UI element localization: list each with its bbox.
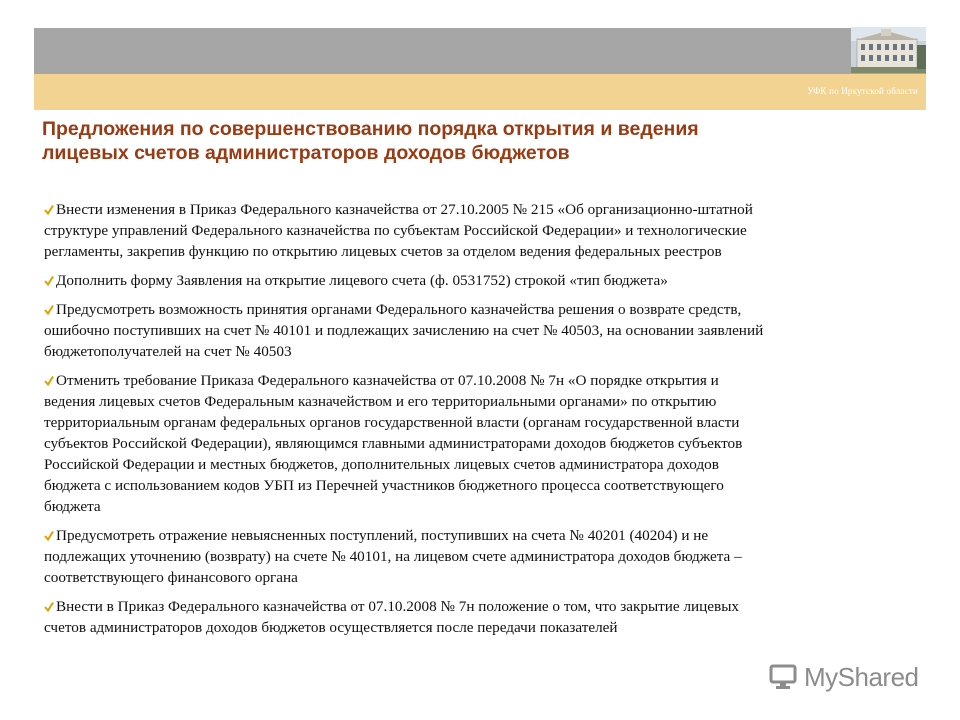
watermark-text: MyShared (804, 661, 919, 692)
checkmark-icon (44, 304, 54, 315)
list-item-line: соответствующего финансового органа (44, 569, 298, 586)
list-item (44, 596, 936, 638)
page-title (42, 117, 902, 165)
building-photo (851, 27, 926, 73)
list-item-line: Российской Федерации и местных бюджетов, дополнительных лицевых счетов администратора доходов (44, 456, 719, 473)
list-item (44, 270, 936, 291)
header-subband (34, 74, 926, 110)
org-label: УФК по Иркутской области (807, 86, 918, 96)
list-item (44, 299, 936, 362)
title-line: лицевых счетов администраторов доходов бюджетов (42, 142, 570, 164)
list-item-line: Отменить требование Приказа Федерального казначейства от 07.10.2008 № 7н «О порядке открытия и (56, 372, 719, 389)
list-item-first-line (44, 370, 936, 391)
list-item-line: подлежащих уточнению (возврату) на счете № 40101, на лицевом счете администратора доходов бюджета – (44, 548, 742, 565)
list-item-line: Дополнить форму Заявления на открытие лицевого счета (ф. 0531752) строкой «тип бюджета» (56, 272, 668, 289)
list-item-line: регламенты, закрепив функцию по открытию лицевых счетов за отделом ведения федеральных реестров (44, 243, 722, 260)
list-item-line: ошибочно поступивших на счет № 40101 и подлежащих зачислению на счет № 40503, на основании заявлений (44, 322, 764, 339)
list-item (44, 370, 936, 517)
list-item-line: территориальным органам федеральных органов государственной власти (органам государственной власти (44, 414, 740, 431)
list-item-line: бюджета с использованием кодов УБП из Перечней участников бюджетного процесса соответствующего (44, 477, 724, 494)
list-item (44, 199, 936, 262)
list-item-line: структуре управлений Федерального казначейства по субъектам Российской Федерации» и технологические (44, 222, 747, 239)
checkmark-icon (44, 530, 54, 541)
checkmark-icon (44, 204, 54, 215)
monitor-icon (768, 662, 798, 692)
list-item-line: бюджета (44, 498, 101, 515)
checkmark-icon (44, 601, 54, 612)
checkmark-icon (44, 275, 54, 286)
list-item-first-line (44, 299, 936, 320)
proposal-list (44, 199, 936, 646)
list-item-first-line (44, 525, 936, 546)
list-item-first-line (44, 270, 936, 291)
list-item-line: субъектов Российской Федерации), являющимся главными администраторами доходов бюджетов субъектов (44, 435, 743, 452)
checkmark-icon (44, 375, 54, 386)
list-item-line: ведения лицевых счетов Федеральным казначейством и его территориальными органами» по открытию (44, 393, 717, 410)
list-item-line: Предусмотреть отражение невыясненных поступлений, поступивших на счета № 40201 (40204) и не (56, 527, 709, 544)
list-item-first-line (44, 596, 936, 617)
header-band (34, 28, 926, 74)
list-item-line: Предусмотреть возможность принятия органами Федерального казначейства решения о возврате средств, (56, 301, 742, 318)
list-item (44, 525, 936, 588)
list-item-line: бюджетополучателей на счет № 40503 (44, 343, 292, 360)
title-line: Предложения по совершенствованию порядка открытия и ведения (42, 118, 699, 140)
list-item-line: Внести изменения в Приказ Федерального казначейства от 27.10.2005 № 215 «Об организационно-штатной (56, 201, 753, 218)
list-item-line: счетов администраторов доходов бюджетов осуществляется после передачи показателей (44, 619, 618, 636)
list-item-line: Внести в Приказ Федерального казначейства от 07.10.2008 № 7н положение о том, что закрытие лицевых (56, 598, 739, 615)
watermark (768, 660, 919, 694)
list-item-first-line (44, 199, 936, 220)
